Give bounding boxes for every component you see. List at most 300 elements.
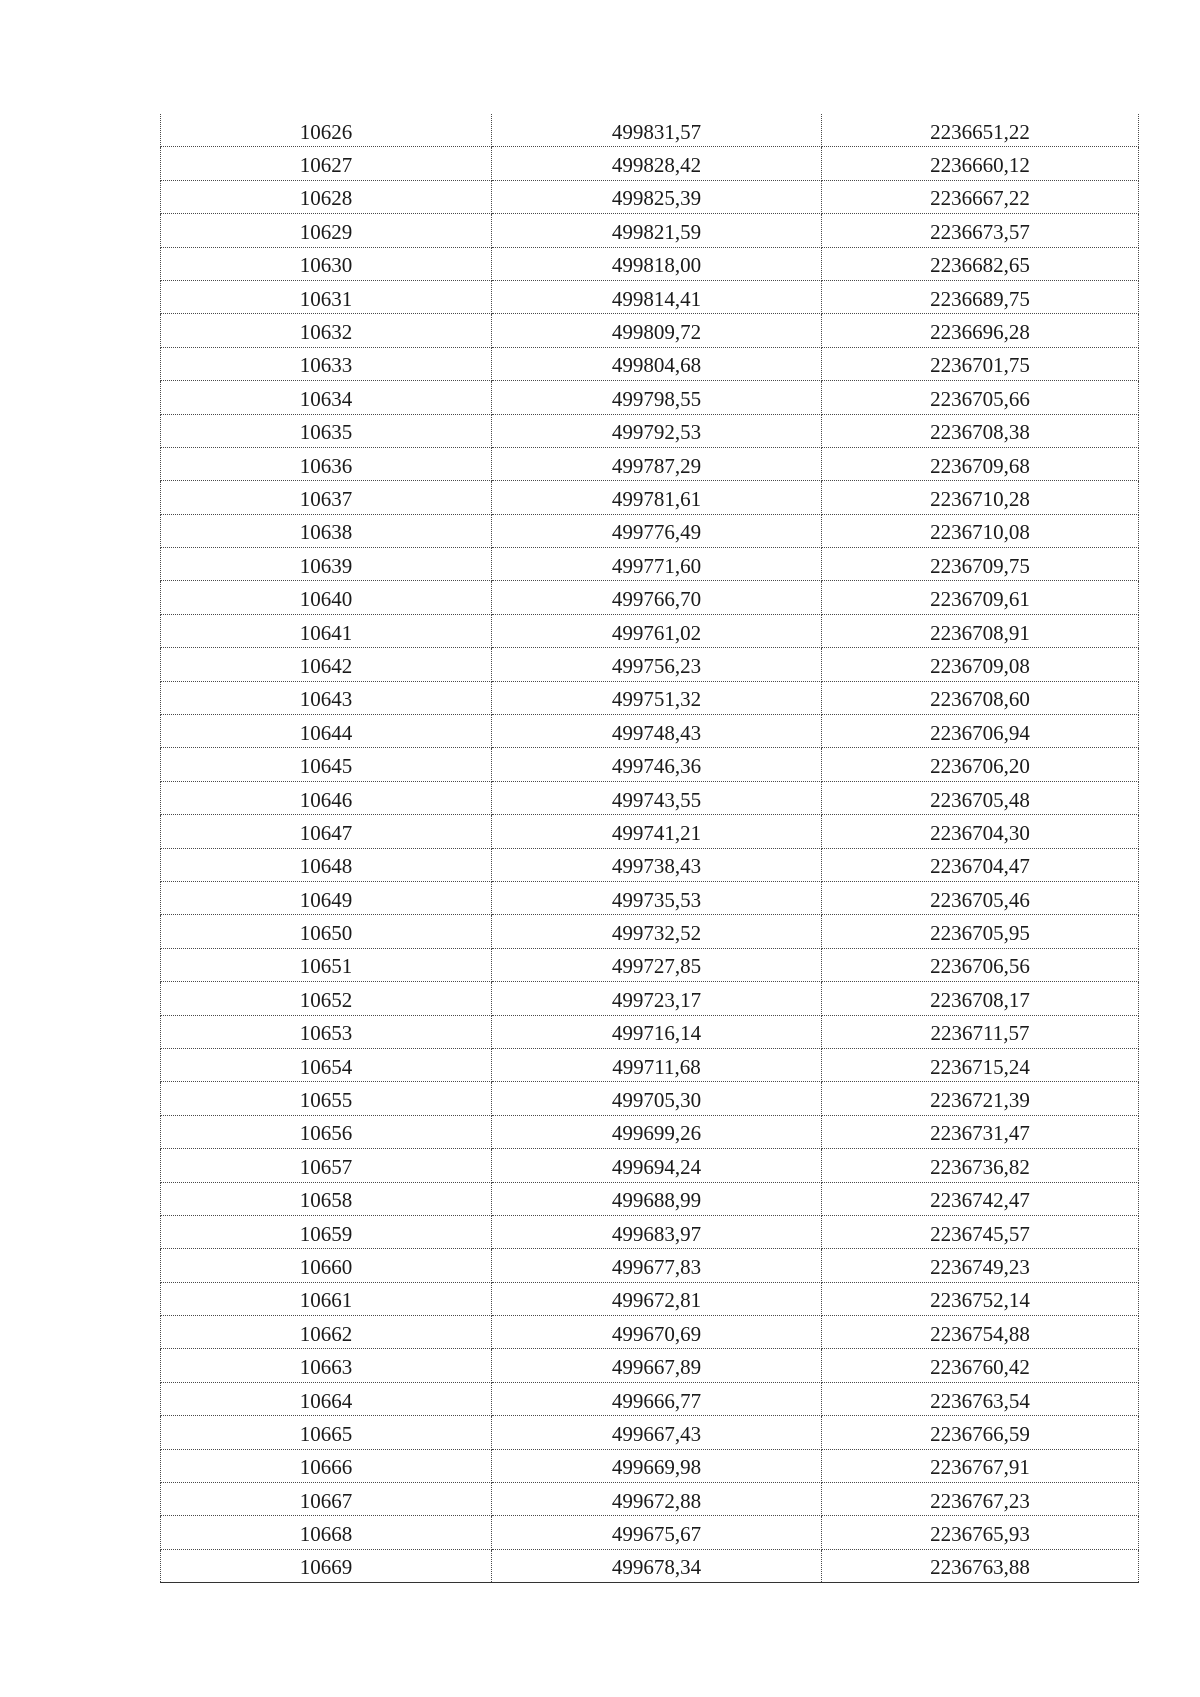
x-coordinate-cell-text: 499776,49 (611, 520, 702, 545)
y-coordinate-cell-text: 2236706,20 (930, 754, 1030, 779)
point-number-cell-text: 10637 (299, 486, 353, 511)
point-number-cell (161, 614, 492, 647)
y-coordinate-cell-text: 2236749,23 (930, 1254, 1030, 1279)
point-number-cell-text: 10657 (299, 1154, 353, 1179)
x-coordinate-cell (492, 214, 822, 247)
x-coordinate-cell (492, 548, 822, 581)
point-number-cell (161, 881, 492, 914)
table-row (161, 1015, 1139, 1048)
table-row (161, 881, 1139, 914)
table-row (161, 381, 1139, 414)
y-coordinate-cell (822, 381, 1139, 414)
x-coordinate-cell (492, 815, 822, 848)
x-coordinate-cell-text: 499743,55 (611, 787, 702, 812)
y-coordinate-cell-text: 2236766,59 (930, 1421, 1030, 1446)
x-coordinate-cell-text: 499716,14 (611, 1021, 702, 1046)
x-coordinate-cell (492, 915, 822, 948)
point-number-cell (161, 1416, 492, 1449)
y-coordinate-cell-text: 2236673,57 (930, 219, 1030, 244)
x-coordinate-cell (492, 1082, 822, 1115)
x-coordinate-cell (492, 1382, 822, 1415)
point-number-cell (161, 1349, 492, 1382)
y-coordinate-cell (822, 280, 1139, 313)
x-coordinate-cell (492, 614, 822, 647)
x-coordinate-cell-text: 499821,59 (611, 219, 702, 244)
x-coordinate-cell-text: 499699,26 (611, 1121, 702, 1146)
y-coordinate-cell-text: 2236736,82 (930, 1154, 1030, 1179)
x-coordinate-cell (492, 1215, 822, 1248)
table-row (161, 247, 1139, 280)
point-number-cell-text: 10654 (299, 1054, 353, 1079)
y-coordinate-cell (822, 1182, 1139, 1215)
point-number-cell-text: 10645 (299, 754, 353, 779)
y-coordinate-cell-text: 2236715,24 (930, 1054, 1030, 1079)
point-number-cell-text: 10668 (299, 1522, 353, 1547)
x-coordinate-cell (492, 447, 822, 480)
point-number-cell-text: 10659 (299, 1221, 353, 1246)
x-coordinate-cell-text: 499792,53 (611, 420, 702, 445)
table-row (161, 948, 1139, 981)
table-row (161, 1382, 1139, 1415)
point-number-cell-text: 10640 (299, 587, 353, 612)
table-row (161, 280, 1139, 313)
point-number-cell-text: 10664 (299, 1388, 353, 1413)
y-coordinate-cell-text: 2236706,94 (930, 720, 1030, 745)
point-number-cell (161, 781, 492, 814)
y-coordinate-cell-text: 2236745,57 (930, 1221, 1030, 1246)
y-coordinate-cell (822, 1048, 1139, 1081)
table-row (161, 648, 1139, 681)
x-coordinate-cell (492, 314, 822, 347)
x-coordinate-cell (492, 1516, 822, 1549)
y-coordinate-cell (822, 614, 1139, 647)
table-row (161, 1316, 1139, 1349)
point-number-cell-text: 10662 (299, 1321, 353, 1346)
table-row (161, 982, 1139, 1015)
point-number-cell (161, 147, 492, 180)
x-coordinate-cell (492, 381, 822, 414)
point-number-cell (161, 581, 492, 614)
y-coordinate-cell (822, 1249, 1139, 1282)
point-number-cell-text: 10633 (299, 353, 353, 378)
y-coordinate-cell-text: 2236709,75 (930, 553, 1030, 578)
x-coordinate-cell-text: 499746,36 (611, 754, 702, 779)
table-row (161, 581, 1139, 614)
point-number-cell (161, 848, 492, 881)
point-number-cell-text: 10628 (299, 186, 353, 211)
y-coordinate-cell (822, 1382, 1139, 1415)
x-coordinate-cell-text: 499756,23 (611, 653, 702, 678)
y-coordinate-cell (822, 548, 1139, 581)
table-row (161, 1516, 1139, 1549)
x-coordinate-cell-text: 499798,55 (611, 386, 702, 411)
table-row (161, 1249, 1139, 1282)
point-number-cell-text: 10648 (299, 854, 353, 879)
point-number-cell-text: 10653 (299, 1021, 353, 1046)
y-coordinate-cell (822, 748, 1139, 781)
table-row (161, 414, 1139, 447)
y-coordinate-cell-text: 2236710,28 (930, 486, 1030, 511)
x-coordinate-cell (492, 781, 822, 814)
x-coordinate-cell (492, 114, 822, 147)
table-row (161, 147, 1139, 180)
x-coordinate-cell-text: 499672,81 (611, 1288, 702, 1313)
point-number-cell-text: 10641 (299, 620, 353, 645)
point-number-cell (161, 214, 492, 247)
x-coordinate-cell-text: 499748,43 (611, 720, 702, 745)
x-coordinate-cell-text: 499732,52 (611, 921, 702, 946)
y-coordinate-cell-text: 2236708,91 (930, 620, 1030, 645)
table-row (161, 748, 1139, 781)
y-coordinate-cell-text: 2236667,22 (930, 186, 1030, 211)
point-number-cell-text: 10636 (299, 453, 353, 478)
x-coordinate-cell (492, 347, 822, 380)
x-coordinate-cell (492, 1483, 822, 1516)
point-number-cell-text: 10649 (299, 887, 353, 912)
y-coordinate-cell (822, 314, 1139, 347)
y-coordinate-cell-text: 2236704,30 (930, 820, 1030, 845)
point-number-cell-text: 10647 (299, 820, 353, 845)
y-coordinate-cell-text: 2236708,60 (930, 687, 1030, 712)
point-number-cell-text: 10634 (299, 386, 353, 411)
point-number-cell (161, 514, 492, 547)
point-number-cell (161, 114, 492, 147)
x-coordinate-cell (492, 280, 822, 313)
x-coordinate-cell (492, 948, 822, 981)
x-coordinate-cell-text: 499831,57 (611, 119, 702, 144)
y-coordinate-cell (822, 1115, 1139, 1148)
x-coordinate-cell-text: 499666,77 (611, 1388, 702, 1413)
x-coordinate-cell (492, 982, 822, 1015)
point-number-cell-text: 10669 (299, 1555, 353, 1580)
x-coordinate-cell-text: 499818,00 (611, 253, 702, 278)
y-coordinate-cell-text: 2236682,65 (930, 253, 1030, 278)
x-coordinate-cell (492, 1048, 822, 1081)
table-row (161, 1282, 1139, 1315)
y-coordinate-cell (822, 982, 1139, 1015)
y-coordinate-cell (822, 815, 1139, 848)
table-row (161, 214, 1139, 247)
y-coordinate-cell (822, 1149, 1139, 1182)
y-coordinate-cell (822, 1483, 1139, 1516)
y-coordinate-cell-text: 2236708,17 (930, 987, 1030, 1012)
point-number-cell (161, 1182, 492, 1215)
y-coordinate-cell-text: 2236705,48 (930, 787, 1030, 812)
x-coordinate-cell (492, 1349, 822, 1382)
x-coordinate-cell-text: 499672,88 (611, 1488, 702, 1513)
point-number-cell-text: 10660 (299, 1254, 353, 1279)
y-coordinate-cell (822, 247, 1139, 280)
point-number-cell-text: 10639 (299, 553, 353, 578)
x-coordinate-cell (492, 1416, 822, 1449)
x-coordinate-cell (492, 1282, 822, 1315)
y-coordinate-cell (822, 1349, 1139, 1382)
x-coordinate-cell-text: 499678,34 (611, 1555, 702, 1580)
point-number-cell (161, 915, 492, 948)
y-coordinate-cell-text: 2236710,08 (930, 520, 1030, 545)
x-coordinate-cell-text: 499751,32 (611, 687, 702, 712)
point-number-cell-text: 10646 (299, 787, 353, 812)
point-number-cell-text: 10661 (299, 1288, 353, 1313)
table-row (161, 347, 1139, 380)
table-row (161, 1416, 1139, 1449)
y-coordinate-cell (822, 414, 1139, 447)
x-coordinate-cell-text: 499761,02 (611, 620, 702, 645)
x-coordinate-cell (492, 848, 822, 881)
x-coordinate-cell-text: 499669,98 (611, 1455, 702, 1480)
table-row (161, 715, 1139, 748)
y-coordinate-cell (822, 447, 1139, 480)
y-coordinate-cell-text: 2236765,93 (930, 1522, 1030, 1547)
table-row (161, 815, 1139, 848)
point-number-cell (161, 1483, 492, 1516)
table-row (161, 180, 1139, 213)
y-coordinate-cell-text: 2236763,54 (930, 1388, 1030, 1413)
y-coordinate-cell (822, 347, 1139, 380)
point-number-cell-text: 10652 (299, 987, 353, 1012)
x-coordinate-cell (492, 1549, 822, 1582)
point-number-cell-text: 10651 (299, 954, 353, 979)
x-coordinate-cell (492, 180, 822, 213)
point-number-cell (161, 1115, 492, 1148)
y-coordinate-cell (822, 1282, 1139, 1315)
y-coordinate-cell (822, 881, 1139, 914)
table-row (161, 548, 1139, 581)
y-coordinate-cell-text: 2236763,88 (930, 1555, 1030, 1580)
x-coordinate-cell-text: 499675,67 (611, 1522, 702, 1547)
table-row (161, 114, 1139, 147)
table-row (161, 314, 1139, 347)
point-number-cell (161, 648, 492, 681)
x-coordinate-cell-text: 499787,29 (611, 453, 702, 478)
y-coordinate-cell-text: 2236767,23 (930, 1488, 1030, 1513)
point-number-cell (161, 414, 492, 447)
y-coordinate-cell-text: 2236696,28 (930, 320, 1030, 345)
x-coordinate-cell (492, 1316, 822, 1349)
point-number-cell (161, 1048, 492, 1081)
y-coordinate-cell-text: 2236709,68 (930, 453, 1030, 478)
point-number-cell (161, 1549, 492, 1582)
x-coordinate-cell (492, 881, 822, 914)
y-coordinate-cell (822, 180, 1139, 213)
point-number-cell-text: 10642 (299, 653, 353, 678)
x-coordinate-cell (492, 1015, 822, 1048)
point-number-cell (161, 1249, 492, 1282)
point-number-cell (161, 548, 492, 581)
point-number-cell-text: 10644 (299, 720, 353, 745)
point-number-cell (161, 1316, 492, 1349)
y-coordinate-cell (822, 147, 1139, 180)
point-number-cell (161, 1015, 492, 1048)
point-number-cell-text: 10663 (299, 1355, 353, 1380)
y-coordinate-cell (822, 514, 1139, 547)
table-row (161, 481, 1139, 514)
point-number-cell (161, 982, 492, 1015)
y-coordinate-cell (822, 1416, 1139, 1449)
x-coordinate-cell-text: 499723,17 (611, 987, 702, 1012)
x-coordinate-cell-text: 499825,39 (611, 186, 702, 211)
point-number-cell-text: 10638 (299, 520, 353, 545)
y-coordinate-cell-text: 2236689,75 (930, 286, 1030, 311)
y-coordinate-cell-text: 2236711,57 (930, 1021, 1030, 1046)
x-coordinate-cell-text: 499814,41 (611, 286, 702, 311)
table-row (161, 1483, 1139, 1516)
point-number-cell-text: 10635 (299, 420, 353, 445)
point-number-cell (161, 314, 492, 347)
point-number-cell (161, 481, 492, 514)
x-coordinate-cell-text: 499705,30 (611, 1088, 702, 1113)
x-coordinate-cell (492, 514, 822, 547)
y-coordinate-cell (822, 1316, 1139, 1349)
point-number-cell-text: 10631 (299, 286, 353, 311)
point-number-cell-text: 10626 (299, 119, 353, 144)
point-number-cell (161, 815, 492, 848)
y-coordinate-cell (822, 1449, 1139, 1482)
point-number-cell (161, 1516, 492, 1549)
y-coordinate-cell-text: 2236731,47 (930, 1121, 1030, 1146)
x-coordinate-cell (492, 648, 822, 681)
y-coordinate-cell (822, 1549, 1139, 1582)
x-coordinate-cell (492, 1249, 822, 1282)
table-row (161, 514, 1139, 547)
x-coordinate-cell-text: 499677,83 (611, 1254, 702, 1279)
x-coordinate-cell (492, 1182, 822, 1215)
x-coordinate-cell (492, 147, 822, 180)
table-row (161, 1349, 1139, 1382)
x-coordinate-cell (492, 481, 822, 514)
x-coordinate-cell-text: 499667,43 (611, 1421, 702, 1446)
point-number-cell-text: 10667 (299, 1488, 353, 1513)
point-number-cell-text: 10650 (299, 921, 353, 946)
y-coordinate-cell (822, 681, 1139, 714)
x-coordinate-cell (492, 581, 822, 614)
point-number-cell (161, 1082, 492, 1115)
point-number-cell (161, 1282, 492, 1315)
x-coordinate-cell-text: 499741,21 (611, 820, 702, 845)
point-number-cell (161, 447, 492, 480)
x-coordinate-cell-text: 499670,69 (611, 1321, 702, 1346)
table-row (161, 848, 1139, 881)
y-coordinate-cell-text: 2236705,95 (930, 921, 1030, 946)
y-coordinate-cell (822, 848, 1139, 881)
table-row (161, 1182, 1139, 1215)
x-coordinate-cell (492, 681, 822, 714)
table-row (161, 614, 1139, 647)
x-coordinate-cell-text: 499828,42 (611, 153, 702, 178)
x-coordinate-cell-text: 499683,97 (611, 1221, 702, 1246)
y-coordinate-cell (822, 114, 1139, 147)
point-number-cell-text: 10655 (299, 1088, 353, 1113)
point-number-cell (161, 347, 492, 380)
coordinates-table (160, 114, 1139, 1583)
y-coordinate-cell-text: 2236709,08 (930, 653, 1030, 678)
x-coordinate-cell-text: 499766,70 (611, 587, 702, 612)
x-coordinate-cell-text: 499735,53 (611, 887, 702, 912)
x-coordinate-cell-text: 499727,85 (611, 954, 702, 979)
point-number-cell (161, 748, 492, 781)
y-coordinate-cell-text: 2236704,47 (930, 854, 1030, 879)
point-number-cell (161, 247, 492, 280)
x-coordinate-cell-text: 499694,24 (611, 1154, 702, 1179)
x-coordinate-cell-text: 499771,60 (611, 553, 702, 578)
point-number-cell-text: 10656 (299, 1121, 353, 1146)
point-number-cell (161, 1449, 492, 1482)
y-coordinate-cell (822, 1082, 1139, 1115)
x-coordinate-cell-text: 499804,68 (611, 353, 702, 378)
y-coordinate-cell-text: 2236705,46 (930, 887, 1030, 912)
point-number-cell-text: 10629 (299, 219, 353, 244)
table-row (161, 1549, 1139, 1582)
table-row (161, 1449, 1139, 1482)
y-coordinate-cell (822, 948, 1139, 981)
x-coordinate-cell (492, 414, 822, 447)
y-coordinate-cell (822, 581, 1139, 614)
point-number-cell-text: 10665 (299, 1421, 353, 1446)
y-coordinate-cell (822, 715, 1139, 748)
point-number-cell (161, 1382, 492, 1415)
point-number-cell (161, 381, 492, 414)
y-coordinate-cell-text: 2236760,42 (930, 1355, 1030, 1380)
table-row (161, 1048, 1139, 1081)
x-coordinate-cell-text: 499738,43 (611, 854, 702, 879)
table-row (161, 1215, 1139, 1248)
y-coordinate-cell-text: 2236651,22 (930, 119, 1030, 144)
y-coordinate-cell (822, 1516, 1139, 1549)
point-number-cell (161, 681, 492, 714)
x-coordinate-cell (492, 247, 822, 280)
y-coordinate-cell-text: 2236767,91 (930, 1455, 1030, 1480)
x-coordinate-cell-text: 499688,99 (611, 1188, 702, 1213)
y-coordinate-cell (822, 781, 1139, 814)
point-number-cell-text: 10658 (299, 1188, 353, 1213)
y-coordinate-cell-text: 2236742,47 (930, 1188, 1030, 1213)
point-number-cell-text: 10643 (299, 687, 353, 712)
x-coordinate-cell-text: 499667,89 (611, 1355, 702, 1380)
point-number-cell-text: 10632 (299, 320, 353, 345)
x-coordinate-cell (492, 1115, 822, 1148)
y-coordinate-cell-text: 2236721,39 (930, 1088, 1030, 1113)
y-coordinate-cell (822, 915, 1139, 948)
table-row (161, 681, 1139, 714)
table-row (161, 1115, 1139, 1148)
table-row (161, 1082, 1139, 1115)
point-number-cell (161, 1215, 492, 1248)
table-row (161, 781, 1139, 814)
y-coordinate-cell-text: 2236660,12 (930, 153, 1030, 178)
y-coordinate-cell-text: 2236754,88 (930, 1321, 1030, 1346)
point-number-cell (161, 948, 492, 981)
point-number-cell-text: 10630 (299, 253, 353, 278)
y-coordinate-cell (822, 1015, 1139, 1048)
y-coordinate-cell-text: 2236709,61 (930, 587, 1030, 612)
y-coordinate-cell (822, 214, 1139, 247)
x-coordinate-cell-text: 499809,72 (611, 320, 702, 345)
y-coordinate-cell-text: 2236708,38 (930, 420, 1030, 445)
x-coordinate-cell (492, 715, 822, 748)
point-number-cell (161, 280, 492, 313)
x-coordinate-cell-text: 499781,61 (611, 486, 702, 511)
y-coordinate-cell (822, 481, 1139, 514)
y-coordinate-cell-text: 2236701,75 (930, 353, 1030, 378)
y-coordinate-cell (822, 1215, 1139, 1248)
coordinates-table-body (161, 114, 1139, 1583)
point-number-cell (161, 1149, 492, 1182)
point-number-cell (161, 180, 492, 213)
y-coordinate-cell-text: 2236706,56 (930, 954, 1030, 979)
x-coordinate-cell (492, 1449, 822, 1482)
table-row (161, 447, 1139, 480)
point-number-cell (161, 715, 492, 748)
